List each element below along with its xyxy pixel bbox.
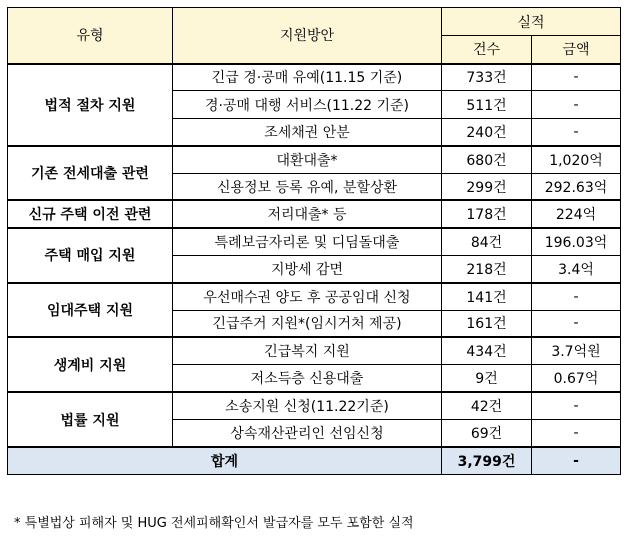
count-cell: 299건 bbox=[442, 173, 532, 200]
amount-cell: - bbox=[532, 420, 621, 447]
table-row bbox=[8, 337, 621, 364]
count-cell: 69건 bbox=[442, 420, 532, 447]
group-name: 신규 주택 이전 관련 bbox=[8, 200, 173, 227]
table-row bbox=[8, 392, 621, 419]
method-cell: 긴급복지 지원 bbox=[173, 337, 442, 364]
count-cell: 9건 bbox=[442, 365, 532, 392]
amount-cell: - bbox=[532, 283, 621, 310]
count-cell: 178건 bbox=[442, 200, 532, 227]
count-cell: 141건 bbox=[442, 283, 532, 310]
header-type: 유형 bbox=[8, 8, 173, 64]
count-cell: 84건 bbox=[442, 228, 532, 255]
method-cell: 긴급 경·공매 유예(11.15 기준) bbox=[173, 64, 442, 91]
group-name: 생계비 지원 bbox=[8, 337, 173, 392]
footnote: * 특별법상 피해자 및 HUG 전세피해확인서 발급자를 모두 포함한 실적 bbox=[14, 516, 414, 531]
amount-cell: - bbox=[532, 64, 621, 91]
method-cell: 소송지원 신청(11.22기준) bbox=[173, 392, 442, 419]
total-label: 합계 bbox=[8, 447, 442, 474]
table-body bbox=[8, 64, 621, 475]
method-cell: 상속재산관리인 선임신청 bbox=[173, 420, 442, 447]
amount-cell: 3.4억 bbox=[532, 255, 621, 282]
method-cell: 조세채권 안분 bbox=[173, 118, 442, 145]
amount-cell: 0.67억 bbox=[532, 365, 621, 392]
table-row bbox=[8, 146, 621, 173]
header-count: 건수 bbox=[442, 36, 532, 64]
count-cell: 161건 bbox=[442, 310, 532, 337]
amount-cell: 224억 bbox=[532, 200, 621, 227]
group-name: 임대주택 지원 bbox=[8, 283, 173, 338]
amount-cell: 196.03억 bbox=[532, 228, 621, 255]
header-amount: 금액 bbox=[532, 36, 621, 64]
table-row bbox=[8, 64, 621, 91]
table-row bbox=[8, 228, 621, 255]
total-count: 3,799건 bbox=[442, 447, 532, 474]
method-cell: 우선매수권 양도 후 공공임대 신청 bbox=[173, 283, 442, 310]
amount-cell: 292.63억 bbox=[532, 173, 621, 200]
table-row bbox=[8, 200, 621, 227]
header-results: 실적 bbox=[442, 8, 621, 36]
amount-cell: - bbox=[532, 118, 621, 145]
count-cell: 434건 bbox=[442, 337, 532, 364]
method-cell: 대환대출* bbox=[173, 146, 442, 173]
group-name: 법적 절차 지원 bbox=[8, 64, 173, 146]
count-cell: 733건 bbox=[442, 64, 532, 91]
table-header bbox=[8, 8, 621, 64]
table-row bbox=[8, 283, 621, 310]
header-method: 지원방안 bbox=[173, 8, 442, 64]
method-cell: 지방세 감면 bbox=[173, 255, 442, 282]
method-cell: 저소득층 신용대출 bbox=[173, 365, 442, 392]
method-cell: 특례보금자리론 및 디딤돌대출 bbox=[173, 228, 442, 255]
method-cell: 경·공매 대행 서비스(11.22 기준) bbox=[173, 91, 442, 118]
total-amount: - bbox=[532, 447, 621, 474]
amount-cell: 1,020억 bbox=[532, 146, 621, 173]
support-results-table bbox=[7, 7, 621, 475]
count-cell: 680건 bbox=[442, 146, 532, 173]
group-name: 기존 전세대출 관련 bbox=[8, 146, 173, 201]
method-cell: 신용정보 등록 유예, 분할상환 bbox=[173, 173, 442, 200]
group-name: 법률 지원 bbox=[8, 392, 173, 447]
count-cell: 218건 bbox=[442, 255, 532, 282]
amount-cell: 3.7억원 bbox=[532, 337, 621, 364]
count-cell: 511건 bbox=[442, 91, 532, 118]
count-cell: 42건 bbox=[442, 392, 532, 419]
group-name: 주택 매입 지원 bbox=[8, 228, 173, 283]
amount-cell: - bbox=[532, 310, 621, 337]
method-cell: 저리대출* 등 bbox=[173, 200, 442, 227]
count-cell: 240건 bbox=[442, 118, 532, 145]
method-cell: 긴급주거 지원*(임시거처 제공) bbox=[173, 310, 442, 337]
amount-cell: - bbox=[532, 392, 621, 419]
total-row bbox=[8, 447, 621, 474]
amount-cell: - bbox=[532, 91, 621, 118]
